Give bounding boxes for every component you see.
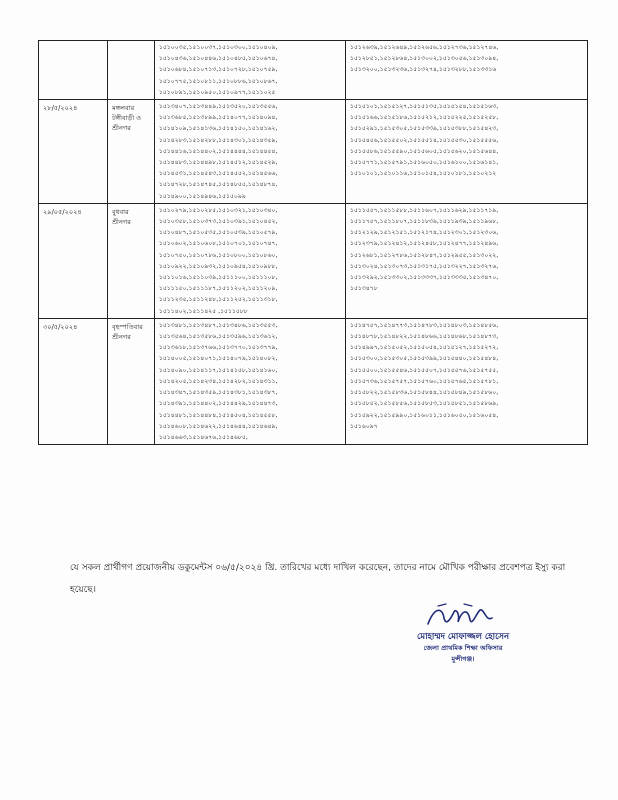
roll-number-line: ১৫১৬০৯৭ (350, 422, 378, 430)
roll-number-line: ১৫১১৭৫৭,১৫১১৮০৭,১৫১১৮৩৯,১৫১১৯৩৯,১৫১১৯৬৮, (350, 218, 499, 226)
exam-day: মঙ্গলবার (112, 104, 135, 113)
exam-day-place (108, 41, 155, 100)
roll-number-line: ১৫১৫১৬৬,১৫১৫১৮৬,১৫১৫২১২,১৫১৫২২৫,১৫১৫২৫৮, (350, 114, 499, 122)
roll-number-line: ১৫১৪২৮৩,১৫১৪২৮৮,১৫১৪৩০১,১৫১৪৩৫৯, (158, 136, 278, 144)
schedule-row (39, 100, 588, 204)
roll-numbers-cell (346, 100, 588, 204)
roll-number-line: ১৫১৪৮৭৮,১৫১৪৮২২,১৫১৪৮৬৬,১৫১৪৮৬৮,১৫১৪৮৭৩, (350, 333, 499, 341)
schedule-body (39, 41, 588, 445)
officer-title: জেলা প্রাথমিক শিক্ষা অফিসার (423, 644, 503, 652)
roll-number-line: ১৫১৫৭৭১,১৫১৫৭৯১,১৫১৬০৫০,১৫১৬১০০,১৫১৬১৪১, (350, 159, 499, 167)
roll-number-line: ১৫১০৩৫৮,১৫১০৩৭৩,১৫১০৩৯১,১৫১০৪৫২, (158, 218, 278, 226)
roll-number-line: ১৫১৪৪৮১,১৫১৪৪৮৪,১৫১৪৫০৪,১৫১৪৫৫৮, (158, 411, 278, 419)
officer-name: মোহাম্মদ মোফাজ্জল হোসেন (417, 631, 509, 641)
roll-number-line: ১৫১৪০০৫,১৫১৪০৭১,১৫১৪০৭৯,১৫১৪০৮২, (158, 355, 278, 363)
exam-day: বৃহস্পতিবার (112, 322, 143, 331)
roll-number-line: ১৫১৪৩৯১,১৫১৪৪০২,১৫১৪৪২৯,১৫১৪৪৭৩, (158, 400, 278, 408)
roll-number-line: ১৫১৫৮২২,১৫১৫৮৩৬,১৫১৫৮৪৪,১৫১৫৮৪৯,১৫১৫৮৬০, (350, 389, 499, 397)
roll-number-line: ১৫১০১০১,১৫১০১১৬,১৫১০১৫৪,১৫১০১৮১,১৫১০২১২ (350, 170, 497, 178)
roll-number-line: ১৫১১১৫০,১৫১১১৮৭,১৫১১২০২,১৫১১২০৯, (158, 285, 278, 293)
roll-number-line: ১৫১১৫৫৭,১৫১১৫৮৮,১৫১১৬০৭,১৫১১৬২৯,১৫১১৭১৯, (350, 206, 499, 214)
signature-block (398, 630, 528, 665)
roll-number-line: ১৫১৪৭৫৭,১৫১৪৭৭৩,১৫১৪৭৮৩,১৫১৪৮০৩,১৫১৪৮৫৬, (350, 321, 499, 329)
roll-numbers-cell (154, 41, 345, 100)
roll-number-line: ১৫১৫৫০০,১৫১৫৫৪৬,১৫১৫৫০৭,১৫১৫৫৭৬,১৫১৫৭৫৫, (350, 366, 499, 374)
roll-number-line: ১৫১০৬০২,১৫১০৬০৮,১৫১০৭০১,১৫১০৭৪৭, (158, 240, 278, 248)
roll-number-line: ১৫১৩৪৮১,১৫১৩৪৮৭,১৫১৩৪৮৬,১৫১৩৫৫৩, (158, 321, 278, 329)
admit-card-note: যে সকল প্রার্থীগণ প্রয়োজনীয় ডকুমেন্টস ০৬/৫/২০২৪ খ্রি. তারিখের মধ্যে দাখিল করেছেন, তাদের নামে মৌখিক পরীক্ষার প্রবেশপত্র ইস্যু করা হয়েছে। (70, 563, 566, 595)
exam-day-place (108, 100, 155, 204)
roll-number-line: ১৫১১২৩৫,১৫১১২৪৮,১৫১১২৫২,১৫১১৩১৮, (158, 296, 278, 304)
roll-number-line: ১৫১৪৯৯৭,১৫১৫০৫২,১৫১৫০৫৪,১৫১৫১২৭,১৫১৫২৭২, (350, 344, 499, 352)
roll-number-line: ১৫১৪৯০০,১৫১৪৯৪৬,১৫১৫০৯৯ (158, 192, 246, 200)
roll-number-line: ১৫১৩৫৬৪,১৫১৩৫৮৬,১৫১৩৫৯৬,১৫১৩৬১২, (158, 333, 278, 341)
exam-date: ২৯/০৫/২০২৪ (39, 203, 108, 318)
exam-upazila: টঙ্গীবাড়ী ও শ্রীনগর (112, 114, 142, 133)
roll-number-line: ১৫১৩২৯২,১৫১৩৩০২,১৫১৩৩৩৭,১৫১৩৩৩৫,১৫১৩৪৭০, (350, 274, 499, 282)
schedule-row (39, 318, 588, 444)
roll-numbers-cell (346, 203, 588, 318)
roll-number-line: ১৫১৫১০১,১৫১৫১২৭,১৫১৫১৩৫,১৫১৫১৫৪,১৫১৫১৬৩, (350, 103, 499, 111)
roll-numbers-cell (154, 100, 345, 204)
roll-numbers-cell (346, 318, 588, 444)
roll-number-line: ১৫১৩৪০৭,১৫১৩৪৪৯,১৫১৩৫২০,১৫১৩৫৫৬, (158, 103, 278, 111)
roll-number-line: ১৫১০২৭৯,১৫১০২৮৫,১৫১০৩২১,১৫১০৩৪০, (158, 206, 278, 214)
exam-upazila: শ্রীনগর (112, 217, 131, 226)
roll-number-line: ১৫১২৮৫১,১৫১২৮৬৪,১৫১৩০০২,১৫১৩০৫৬,১৫১৩০৯৪, (350, 55, 499, 63)
roll-number-line: ১৫১৪৭২৮,১৫১৪৭৪৫,১৫১৪৮৫৫,১৫১৪৮৭৪, (158, 181, 278, 189)
signature-scrawl (420, 600, 500, 634)
exam-upazila: শ্রীনগর (112, 332, 131, 341)
roll-number-line: ১৫১৫৭৩৬,১৫১৫৭৫৭,১৫১৫৭৬০,১৫১৫৭৬৫,১৫১৫৭৮১, (350, 377, 499, 385)
roll-number-line: ১৫১০৪৩৬,১৫১০৪৪৬,১৫১০৪৮৫,১৫১০৬৭৪, (158, 55, 278, 63)
roll-numbers-cell (154, 203, 345, 318)
roll-number-line: ১৫১৩২০০,১৫১৩২৩৬,১৫১৩২৭৪,১৫১৩২৮৮,১৫১৩৩১৬ (350, 66, 497, 74)
schedule-row (39, 41, 588, 100)
roll-number-line: ১৫১৪২০৫,১৫১৪২৩৪,১৫১৪২৮২,১৫১৪৩১১, (158, 377, 278, 385)
viva-schedule-table (38, 40, 588, 445)
roll-number-line: ১৫১৪১০৯,১৫১৪১৩৬,১৫১৪১৫০,১৫১৪১৬২, (158, 125, 278, 133)
roll-number-line: ১৫১২১২৯,১৫১২১৫১,১৫১২১৭৪,১৫১২৩০১,১৫১২৩০৬, (350, 229, 499, 237)
roll-number-line: ১৫১০৪৮৭,১৫১০৫৩৫,১৫১০৫৩৯,১৫১০৫৭৯, (158, 229, 278, 237)
roll-numbers-cell (154, 318, 345, 444)
schedule-row (39, 203, 588, 318)
roll-number-line: ১৫১৫৫৮৬,১৫১৫৫৯০,১৫১৫৬০৫,১৫১৫৬২০,১৫১৫৬৪৪, (350, 147, 499, 155)
roll-number-line: ১৫১৩৪৭৮ (350, 285, 378, 293)
roll-number-line: ১৫১৪০৯০,১৫১৪১১৭,১৫১৪১৫৮,১৫১৪১৬০, (158, 366, 278, 374)
roll-number-line: ১৫১৩৬৮৫,১৫১৩৮৯৯,১৫১৪০৭৭,১৫১৪০৯৪, (158, 114, 278, 122)
roll-number-line: ১৫১৫২৯১,১৫১৫৩০৫,১৫১৫৩৩৯,১৫১৫৩৮৮,১৫১৫৪২৩, (350, 125, 499, 133)
roll-number-line: ১৫১৩০২৪,১৫১৩০৭৩,১৫১৩১৭৫,১৫১৩২২৭,১৫১৩২৭৬, (350, 262, 499, 270)
roll-numbers-cell (346, 41, 588, 100)
roll-number-line: ১৫১৪৬৬৩,১৫১৪৬৭৬,১৫১৪৬৮৫, (158, 433, 248, 441)
roll-number-line: ১৫১০৭৫০,১৫১০৭৮৬,১৫১০৮০০,১৫১০৮৬০, (158, 251, 278, 259)
roll-number-line: ১৫১০৮৯১,১৫১০৯৫০,১৫১০৯৭৭,১৫১১০২৫ (158, 88, 276, 96)
roll-number-line: ১৫১৩৬১৮,১৫১৩৭৬৬,১৫১৩৭৭০,১৫১৩৭৭৯, (158, 344, 278, 352)
roll-number-line: ১৫১৪৫৩১,১৫১৪৫৪৩,১৫১৪৫৫২,১৫১৪৫৬৬, (158, 170, 278, 178)
roll-number-line: ১৫১৫৮৫২,১৫১৫৮৫৬,১৫১৫৮৫৩,১৫১৫৮৫১,১৫১৫৮৬৯, (350, 400, 499, 408)
roll-number-line: ১৫১২৩৭৯,১৫১২৪১২,১৫১২৪৫৮,১৫১২৪৭৭,১৫১২৪৯৬, (350, 240, 499, 248)
roll-number-line: ১৫১৫৯২২,১৫১৫৯৯০,১৫১৬০১১,১৫১৬০৫০,১৫১৬০৫৪, (350, 411, 499, 419)
roll-number-line: ১৫১৪৬০৮,১৫১৪৬২২,১৫১৪৬৪৪,১৫১৪৬৪৯, (158, 422, 278, 430)
roll-number-line: ১৫১৫৩০০,১৫১৫৩০৫,১৫১৫৩৯৯,১৫১৫৪৪০,১৫১৫৪৮৪, (350, 355, 499, 363)
roll-number-line: ১৫১৪৩৪৭,১৫১৪৩৫৯,১৫১৪৩৮১,১৫১৪৩৮৭, (158, 389, 278, 397)
roll-number-line: ১৫১৪৪৮৩,১৫১৪৪৯৮,১৫১৪৫১২,১৫১৪৫২৯, (158, 159, 278, 167)
roll-number-line: ১৫১১৪০২,১৫১১৪২৫ ,১৫১১৫৮৮ (158, 307, 248, 315)
exam-day-place (108, 318, 155, 444)
exam-date (39, 41, 108, 100)
roll-number-line: ১৫১০৯২২,১৫১০৯৩২,১৫১০৯৫৪,১৫১০৯৮৮, (158, 262, 278, 270)
exam-day: বুধবার (112, 207, 129, 216)
roll-number-line: ১৫১১০১৬,১৫১১০৩৯,১৫১১১০০,১৫১১১০৮, (158, 274, 278, 282)
roll-number-line: ১৫১০০৩৫,১৫১০০৩৭,১৫১০৩০০,১৫১০৪০৯, (158, 44, 278, 51)
roll-number-line: ১৫১২৬৩৯,১৫১২৬৪৯,১৫১২৬৫৬,১৫১২৭৩৬,১৫১২৭৪৬, (350, 44, 499, 51)
exam-day-place (108, 203, 155, 318)
roll-number-line: ১৫১৪৪১৬,১৫১৪৪০২,১৫১৪৪৪৪,১৫১৪৪৫৪, (158, 147, 278, 155)
exam-date: ৩০/৫/২০২৪ (39, 318, 108, 444)
exam-date: ২৮/৫/২০২৪ (39, 100, 108, 204)
officer-district: মুন্সীগঞ্জ। (451, 655, 475, 663)
roll-number-line: ১৫১০৬৮৪,১৫১০৭১৩,১৫১০৭২৮,১৫১০৭৫৯, (158, 66, 278, 74)
roll-number-line: ১৫১২৬৮১,১৫১২৭৮৬,১৫১২৮৪৭,১৫১২৯৫৫,১৫১৩০২২, (350, 251, 499, 259)
roll-number-line: ১৫১৫৪৫৬,১৫১৫৫০২,১৫১৫৫১৪,১৫১৫৫৩০,১৫১৫৫৫৬, (350, 136, 499, 144)
roll-number-line: ১৫১০৭৭৫,১৫১০৮১১,১৫১০৮৮৬,১৫১০৮৬৭, (158, 77, 278, 85)
